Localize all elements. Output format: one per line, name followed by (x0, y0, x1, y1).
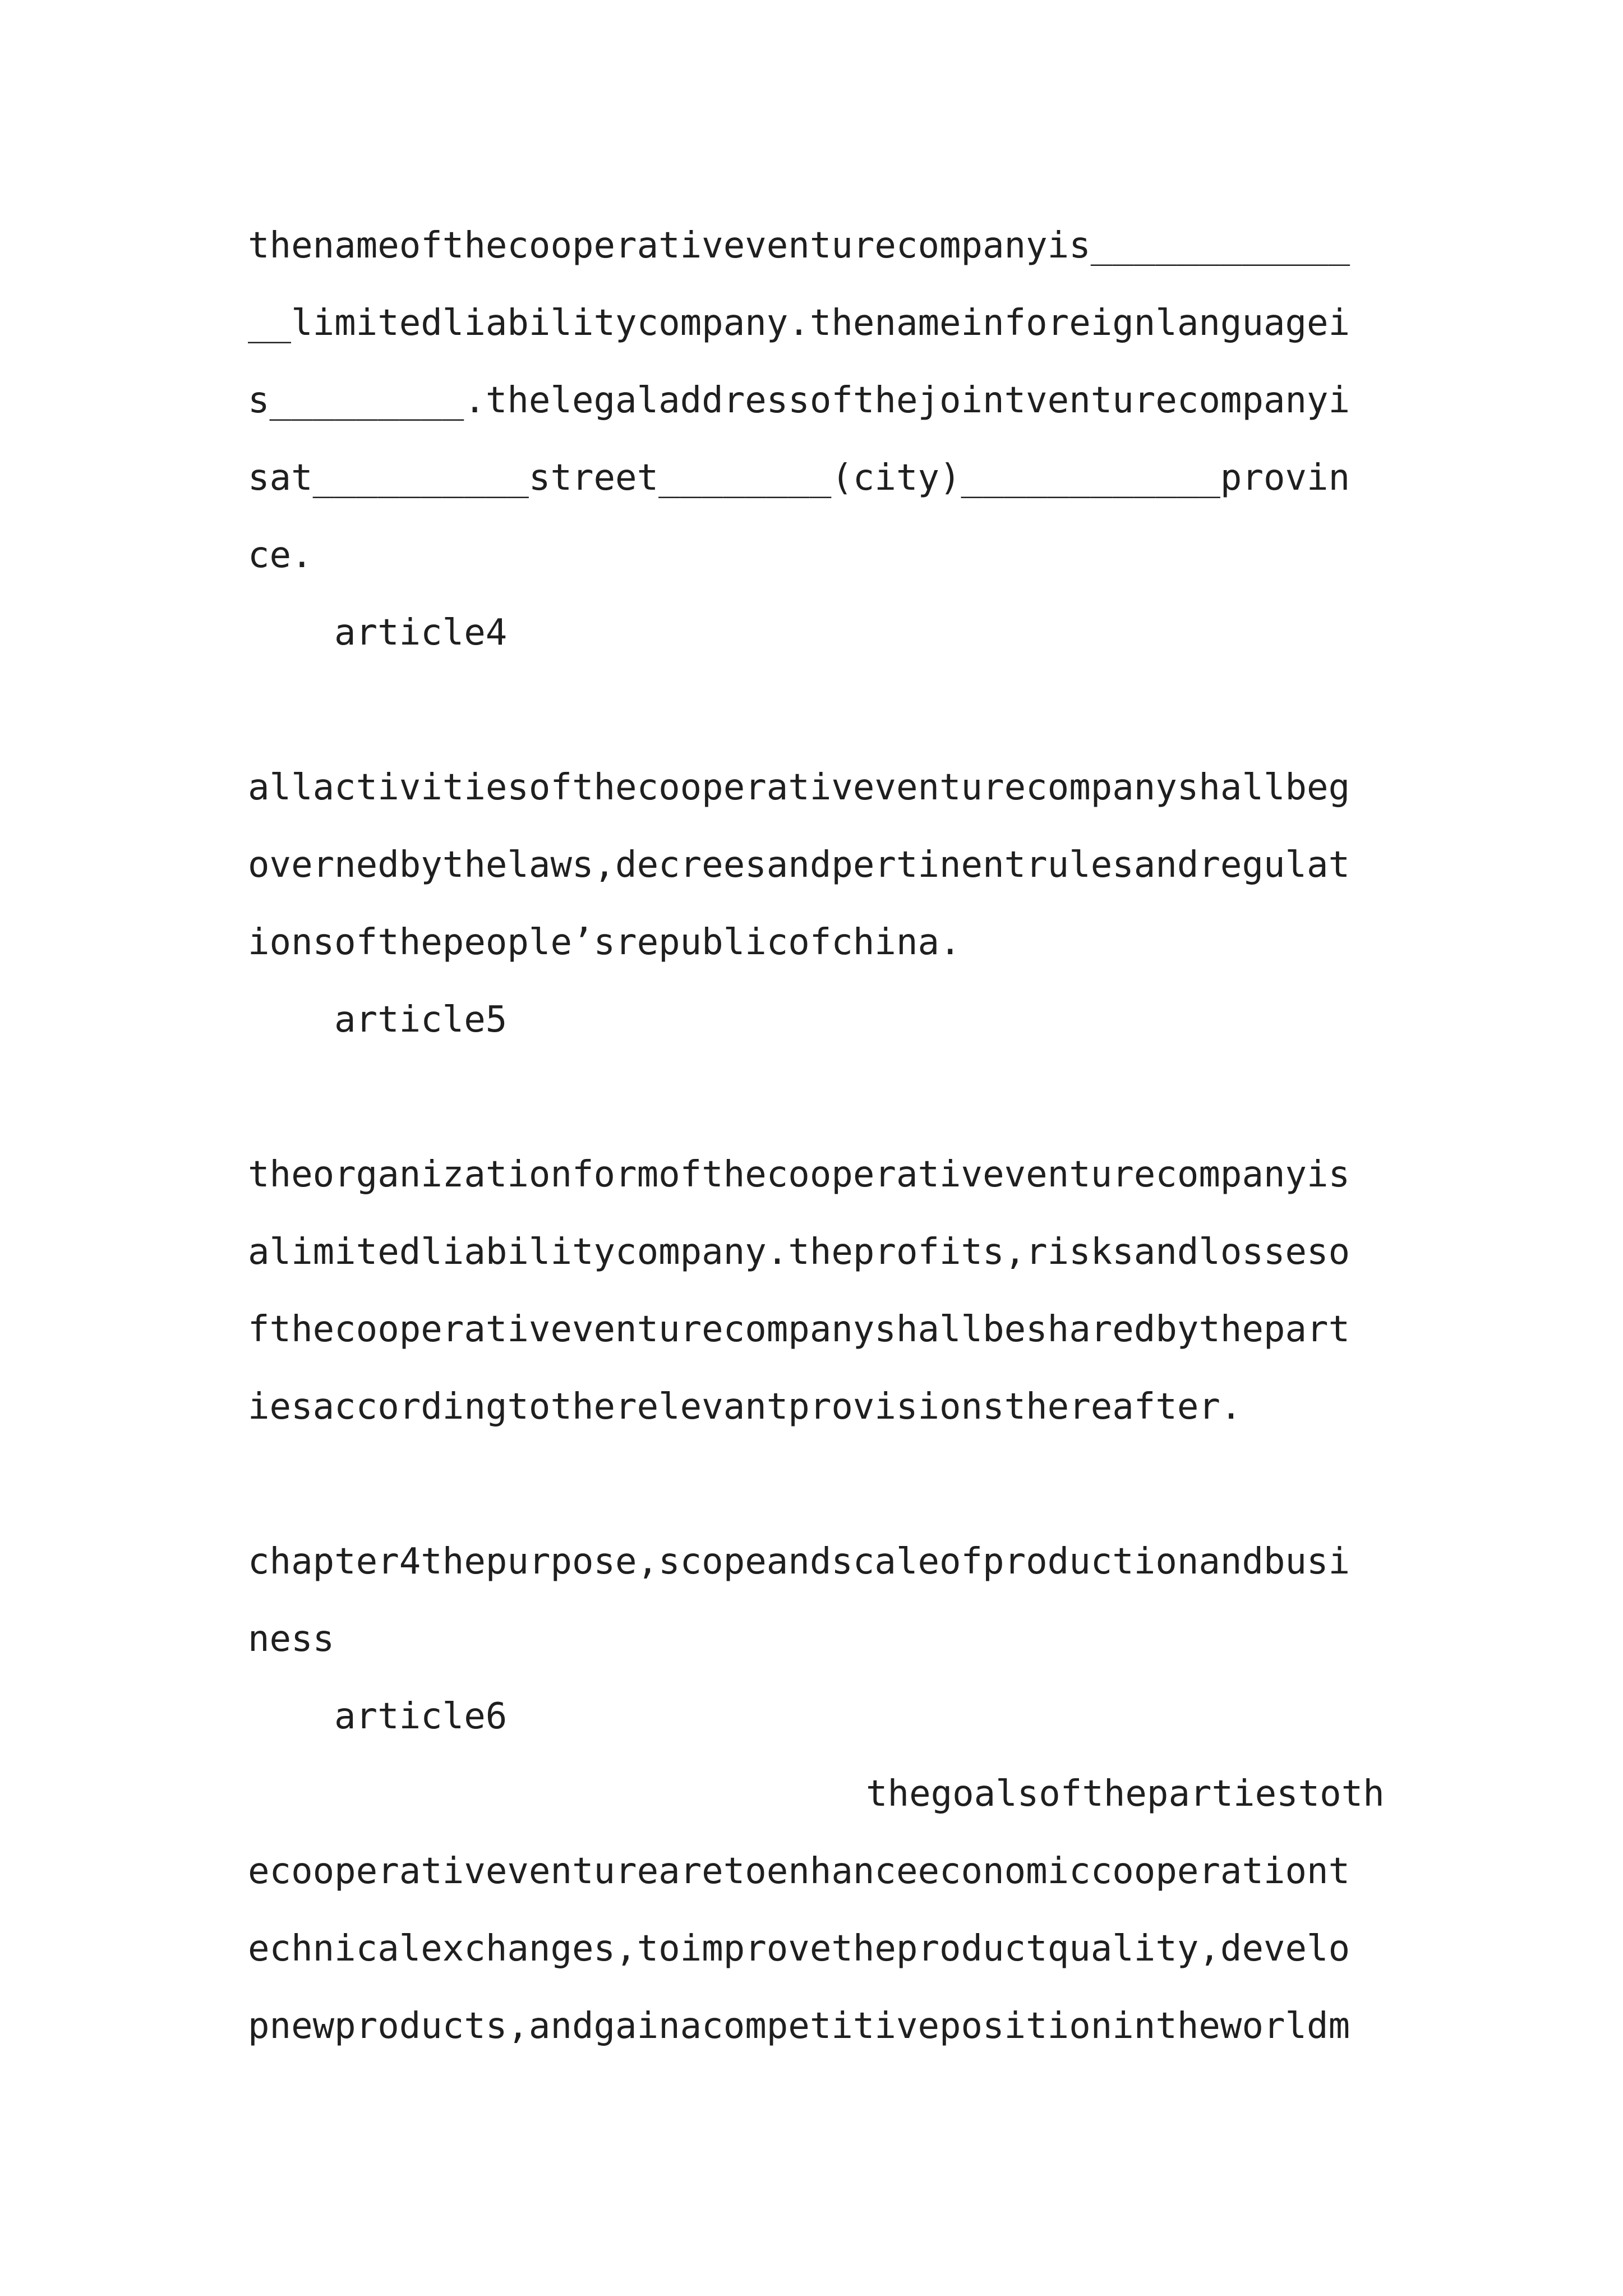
chapter-heading-continued: ness (248, 1618, 335, 1660)
body-text-line: thegoalsofthepartiestoth (866, 1773, 1385, 1815)
chapter-heading: chapter4thepurpose,scopeandscaleofproductionandbusi (248, 1541, 1350, 1582)
body-text-line: thenameofthecooperativeventurecompanyis____________ (248, 225, 1350, 266)
body-text-line: allactivitiesofthecooperativeventurecompanyshallbeg (248, 767, 1350, 808)
article-heading: article4 (334, 612, 508, 654)
body-text-line: pnewproducts,andgainacompetitivepositionintheworldm (248, 2005, 1350, 2047)
body-text-line: ecooperativeventurearetoenhanceeconomiccooperationt (248, 1851, 1350, 1892)
body-text-line: ionsofthepeople’srepublicofchina. (248, 922, 961, 963)
body-text-line: echnicalexchanges,toimprovetheproductquality,develo (248, 1928, 1350, 1970)
body-text-line: __limitedliabilitycompany.thenameinforeignlanguagei (248, 302, 1350, 344)
body-text-line: sat__________street________(city)____________provin (248, 457, 1350, 499)
body-text-line: fthecooperativeventurecompanyshallbesharedbythepart (248, 1309, 1350, 1350)
body-text-line: overnedbythelaws,decreesandpertinentrulesandregulat (248, 844, 1350, 886)
body-text-line: theorganizationformofthecooperativeventurecompanyis (248, 1154, 1350, 1195)
body-text-line: s_________.thelegaladdressofthejointventurecompanyi (248, 380, 1350, 421)
article-heading: article5 (334, 999, 508, 1041)
body-text-line: iesaccordingtotherelevantprovisionsthereafter. (248, 1386, 1242, 1428)
body-text-line: alimitedliabilitycompany.theprofits,risksandlosseso (248, 1231, 1350, 1273)
body-text-line: ce. (248, 535, 313, 576)
article-heading: article6 (334, 1696, 508, 1737)
